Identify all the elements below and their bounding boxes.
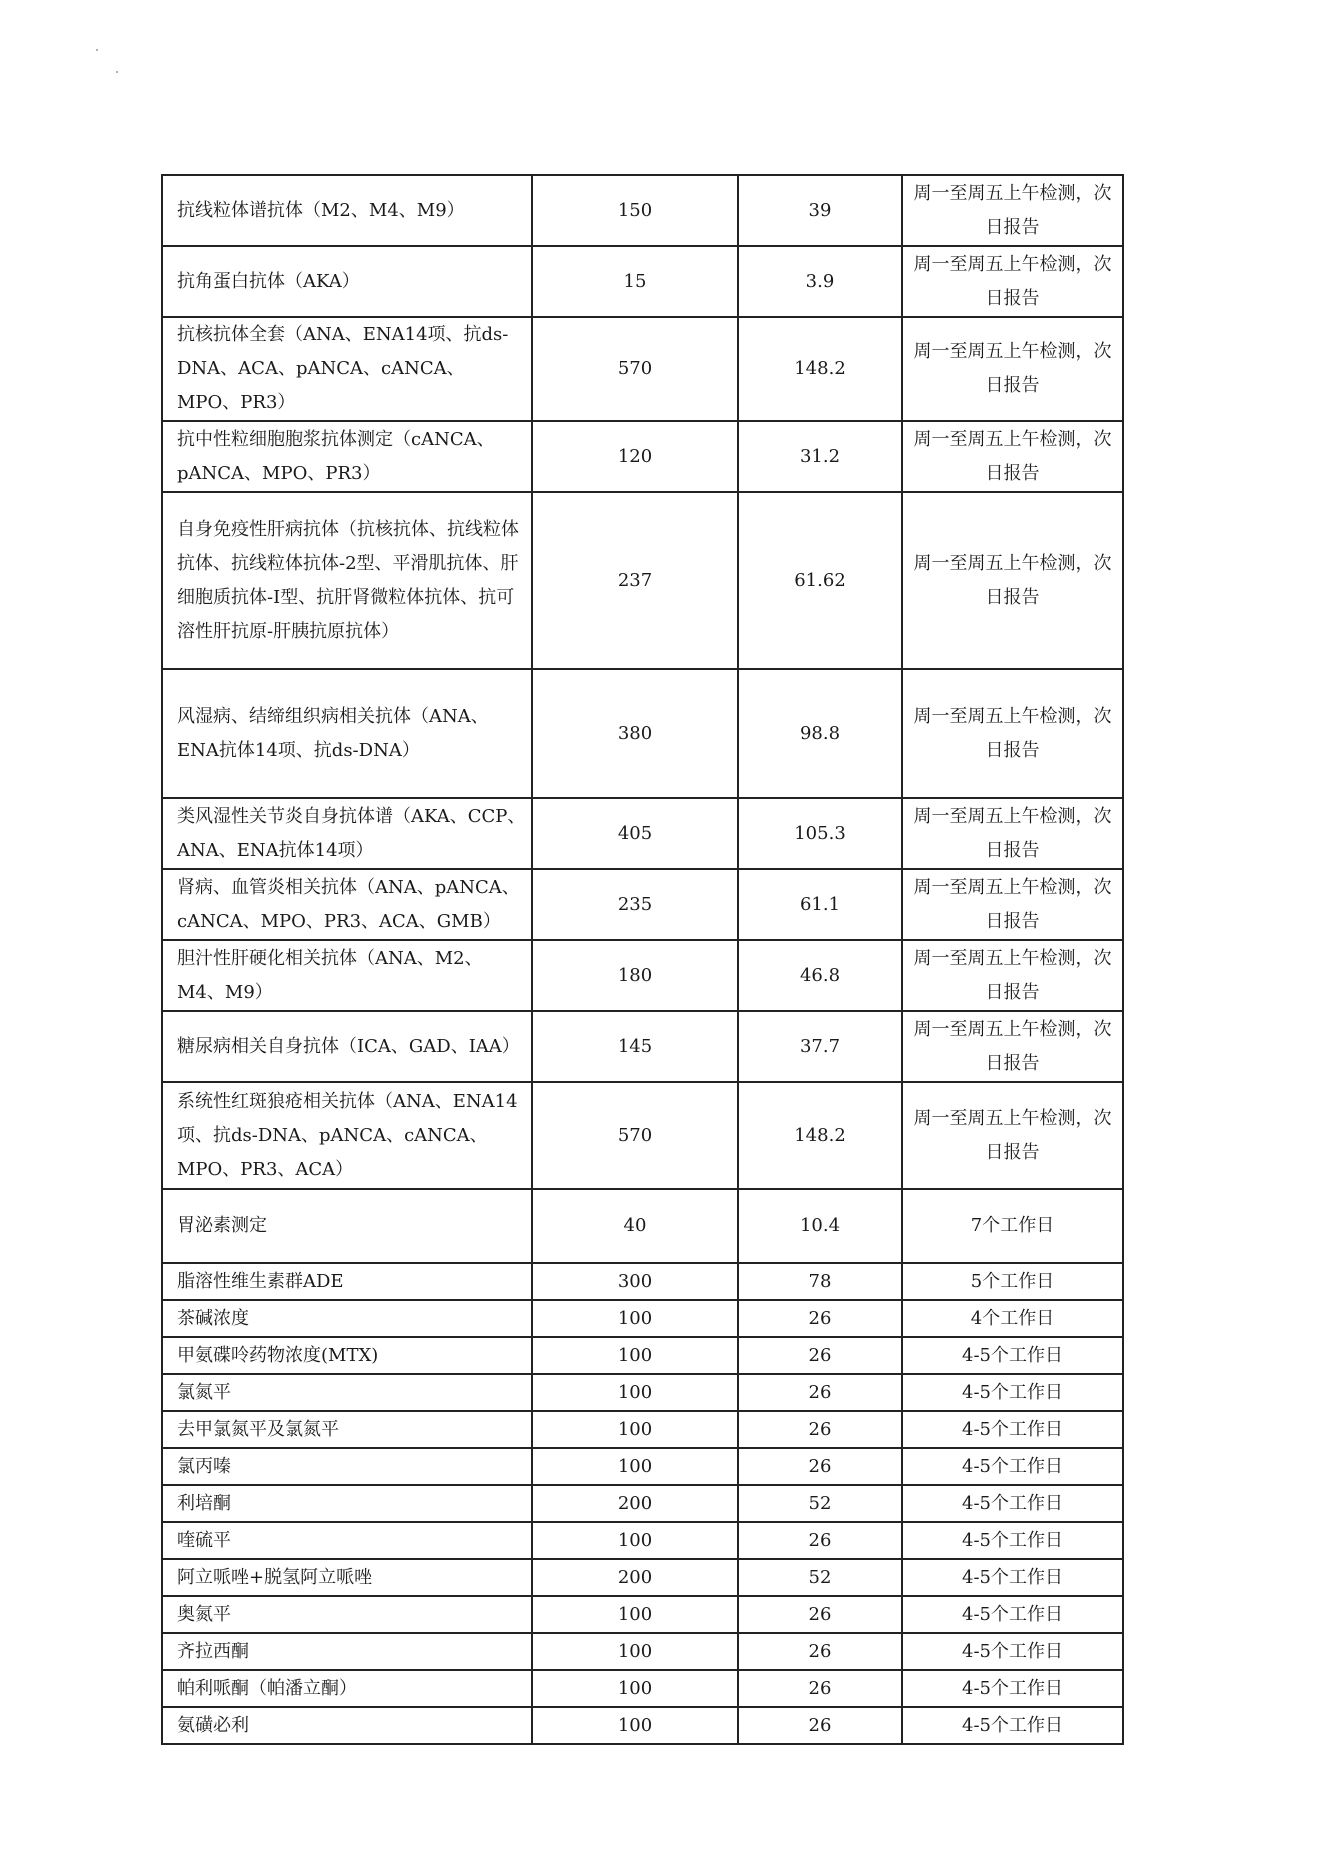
- table-row: [162, 1522, 1123, 1559]
- table-row: [162, 246, 1123, 317]
- test-item-cell: 氯氮平: [162, 1374, 532, 1411]
- price-cell: 200: [532, 1559, 738, 1596]
- report-time-cell: 4个工作日: [902, 1300, 1123, 1337]
- test-item-cell: 帕利哌酮（帕潘立酮）: [162, 1670, 532, 1707]
- table-row: [162, 1374, 1123, 1411]
- price-cell: 100: [532, 1596, 738, 1633]
- report-time-cell: 4-5个工作日: [902, 1707, 1123, 1744]
- test-item-cell: 抗中性粒细胞胞浆抗体测定（cANCA、pANCA、MPO、PR3）: [162, 421, 532, 492]
- insurance-price-cell: 26: [738, 1411, 902, 1448]
- table-row: [162, 1189, 1123, 1263]
- table-row: [162, 421, 1123, 492]
- table-row: [162, 869, 1123, 940]
- price-cell: 237: [532, 492, 738, 669]
- table-row: [162, 1448, 1123, 1485]
- report-time-cell: 4-5个工作日: [902, 1337, 1123, 1374]
- report-time-cell: 周一至周五上午检测，次日报告: [902, 1082, 1123, 1189]
- insurance-price-cell: 61.62: [738, 492, 902, 669]
- scan-speck: [96, 49, 98, 51]
- report-time-cell: 4-5个工作日: [902, 1670, 1123, 1707]
- table-row: [162, 317, 1123, 421]
- insurance-price-cell: 39: [738, 175, 902, 246]
- price-cell: 570: [532, 317, 738, 421]
- price-cell: 100: [532, 1374, 738, 1411]
- test-item-cell: 甲氨碟呤药物浓度(MTX): [162, 1337, 532, 1374]
- table-row: [162, 1670, 1123, 1707]
- insurance-price-cell: 37.7: [738, 1011, 902, 1082]
- test-item-cell: 胃泌素测定: [162, 1189, 532, 1263]
- insurance-price-cell: 26: [738, 1707, 902, 1744]
- price-cell: 100: [532, 1448, 738, 1485]
- price-cell: 300: [532, 1263, 738, 1300]
- test-item-cell: 抗线粒体谱抗体（M2、M4、M9）: [162, 175, 532, 246]
- price-cell: 100: [532, 1522, 738, 1559]
- report-time-cell: 周一至周五上午检测，次日报告: [902, 175, 1123, 246]
- report-time-cell: 周一至周五上午检测，次日报告: [902, 317, 1123, 421]
- insurance-price-cell: 3.9: [738, 246, 902, 317]
- table-row: [162, 492, 1123, 669]
- report-time-cell: 周一至周五上午检测，次日报告: [902, 492, 1123, 669]
- table-row: [162, 1011, 1123, 1082]
- report-time-cell: 5个工作日: [902, 1263, 1123, 1300]
- insurance-price-cell: 26: [738, 1522, 902, 1559]
- insurance-price-cell: 61.1: [738, 869, 902, 940]
- test-item-cell: 脂溶性维生素群ADE: [162, 1263, 532, 1300]
- insurance-price-cell: 148.2: [738, 317, 902, 421]
- report-time-cell: 周一至周五上午检测，次日报告: [902, 798, 1123, 869]
- price-cell: 150: [532, 175, 738, 246]
- test-item-cell: 系统性红斑狼疮相关抗体（ANA、ENA14项、抗ds-DNA、pANCA、cANCA、MPO、PR3、ACA）: [162, 1082, 532, 1189]
- table-row: [162, 1707, 1123, 1744]
- price-cell: 100: [532, 1337, 738, 1374]
- price-cell: 380: [532, 669, 738, 798]
- table-row: [162, 175, 1123, 246]
- price-cell: 405: [532, 798, 738, 869]
- price-cell: 100: [532, 1300, 738, 1337]
- insurance-price-cell: 26: [738, 1448, 902, 1485]
- report-time-cell: 4-5个工作日: [902, 1633, 1123, 1670]
- report-time-cell: 4-5个工作日: [902, 1596, 1123, 1633]
- test-item-cell: 利培酮: [162, 1485, 532, 1522]
- test-item-cell: 自身免疫性肝病抗体（抗核抗体、抗线粒体抗体、抗线粒体抗体-2型、平滑肌抗体、肝细胞质抗体-Ⅰ型、抗肝肾微粒体抗体、抗可溶性肝抗原-肝胰抗原抗体）: [162, 492, 532, 669]
- price-cell: 180: [532, 940, 738, 1011]
- table-row: [162, 940, 1123, 1011]
- table-row: [162, 798, 1123, 869]
- test-item-cell: 氨磺必利: [162, 1707, 532, 1744]
- report-time-cell: 4-5个工作日: [902, 1485, 1123, 1522]
- report-time-cell: 周一至周五上午检测，次日报告: [902, 669, 1123, 798]
- test-item-cell: 齐拉西酮: [162, 1633, 532, 1670]
- price-cell: 120: [532, 421, 738, 492]
- insurance-price-cell: 26: [738, 1633, 902, 1670]
- test-item-cell: 胆汁性肝硬化相关抗体（ANA、M2、M4、M9）: [162, 940, 532, 1011]
- test-item-cell: 奥氮平: [162, 1596, 532, 1633]
- test-price-table: [161, 174, 1124, 1745]
- table-row: [162, 1263, 1123, 1300]
- insurance-price-cell: 26: [738, 1596, 902, 1633]
- price-cell: 100: [532, 1670, 738, 1707]
- test-item-cell: 阿立哌唑+脱氢阿立哌唑: [162, 1559, 532, 1596]
- scan-speck: [116, 71, 118, 73]
- report-time-cell: 周一至周五上午检测，次日报告: [902, 940, 1123, 1011]
- price-cell: 200: [532, 1485, 738, 1522]
- table-row: [162, 1596, 1123, 1633]
- price-cell: 570: [532, 1082, 738, 1189]
- test-item-cell: 肾病、血管炎相关抗体（ANA、pANCA、cANCA、MPO、PR3、ACA、GMB）: [162, 869, 532, 940]
- test-item-cell: 抗角蛋白抗体（AKA）: [162, 246, 532, 317]
- insurance-price-cell: 98.8: [738, 669, 902, 798]
- report-time-cell: 4-5个工作日: [902, 1522, 1123, 1559]
- price-cell: 100: [532, 1633, 738, 1670]
- test-item-cell: 去甲氯氮平及氯氮平: [162, 1411, 532, 1448]
- table-row: [162, 1337, 1123, 1374]
- insurance-price-cell: 31.2: [738, 421, 902, 492]
- report-time-cell: 4-5个工作日: [902, 1411, 1123, 1448]
- insurance-price-cell: 78: [738, 1263, 902, 1300]
- insurance-price-cell: 105.3: [738, 798, 902, 869]
- test-item-cell: 类风湿性关节炎自身抗体谱（AKA、CCP、ANA、ENA抗体14项）: [162, 798, 532, 869]
- report-time-cell: 4-5个工作日: [902, 1374, 1123, 1411]
- table-row: [162, 1559, 1123, 1596]
- insurance-price-cell: 52: [738, 1559, 902, 1596]
- insurance-price-cell: 52: [738, 1485, 902, 1522]
- table-row: [162, 1300, 1123, 1337]
- insurance-price-cell: 10.4: [738, 1189, 902, 1263]
- table-row: [162, 1411, 1123, 1448]
- price-cell: 15: [532, 246, 738, 317]
- insurance-price-cell: 26: [738, 1337, 902, 1374]
- report-time-cell: 4-5个工作日: [902, 1448, 1123, 1485]
- report-time-cell: 4-5个工作日: [902, 1559, 1123, 1596]
- insurance-price-cell: 148.2: [738, 1082, 902, 1189]
- report-time-cell: 周一至周五上午检测，次日报告: [902, 246, 1123, 317]
- table-row: [162, 1633, 1123, 1670]
- test-item-cell: 风湿病、结缔组织病相关抗体（ANA、ENA抗体14项、抗ds-DNA）: [162, 669, 532, 798]
- price-cell: 145: [532, 1011, 738, 1082]
- report-time-cell: 周一至周五上午检测，次日报告: [902, 869, 1123, 940]
- table-row: [162, 1082, 1123, 1189]
- price-cell: 100: [532, 1411, 738, 1448]
- insurance-price-cell: 26: [738, 1374, 902, 1411]
- table-body: [162, 175, 1123, 1744]
- insurance-price-cell: 46.8: [738, 940, 902, 1011]
- report-time-cell: 周一至周五上午检测，次日报告: [902, 1011, 1123, 1082]
- table-row: [162, 669, 1123, 798]
- test-item-cell: 氯丙嗪: [162, 1448, 532, 1485]
- test-item-cell: 喹硫平: [162, 1522, 532, 1559]
- price-cell: 100: [532, 1707, 738, 1744]
- test-item-cell: 茶碱浓度: [162, 1300, 532, 1337]
- price-cell: 40: [532, 1189, 738, 1263]
- price-cell: 235: [532, 869, 738, 940]
- insurance-price-cell: 26: [738, 1300, 902, 1337]
- report-time-cell: 周一至周五上午检测，次日报告: [902, 421, 1123, 492]
- test-item-cell: 糖尿病相关自身抗体（ICA、GAD、IAA）: [162, 1011, 532, 1082]
- test-item-cell: 抗核抗体全套（ANA、ENA14项、抗ds-DNA、ACA、pANCA、cANCA、MPO、PR3）: [162, 317, 532, 421]
- report-time-cell: 7个工作日: [902, 1189, 1123, 1263]
- insurance-price-cell: 26: [738, 1670, 902, 1707]
- table-row: [162, 1485, 1123, 1522]
